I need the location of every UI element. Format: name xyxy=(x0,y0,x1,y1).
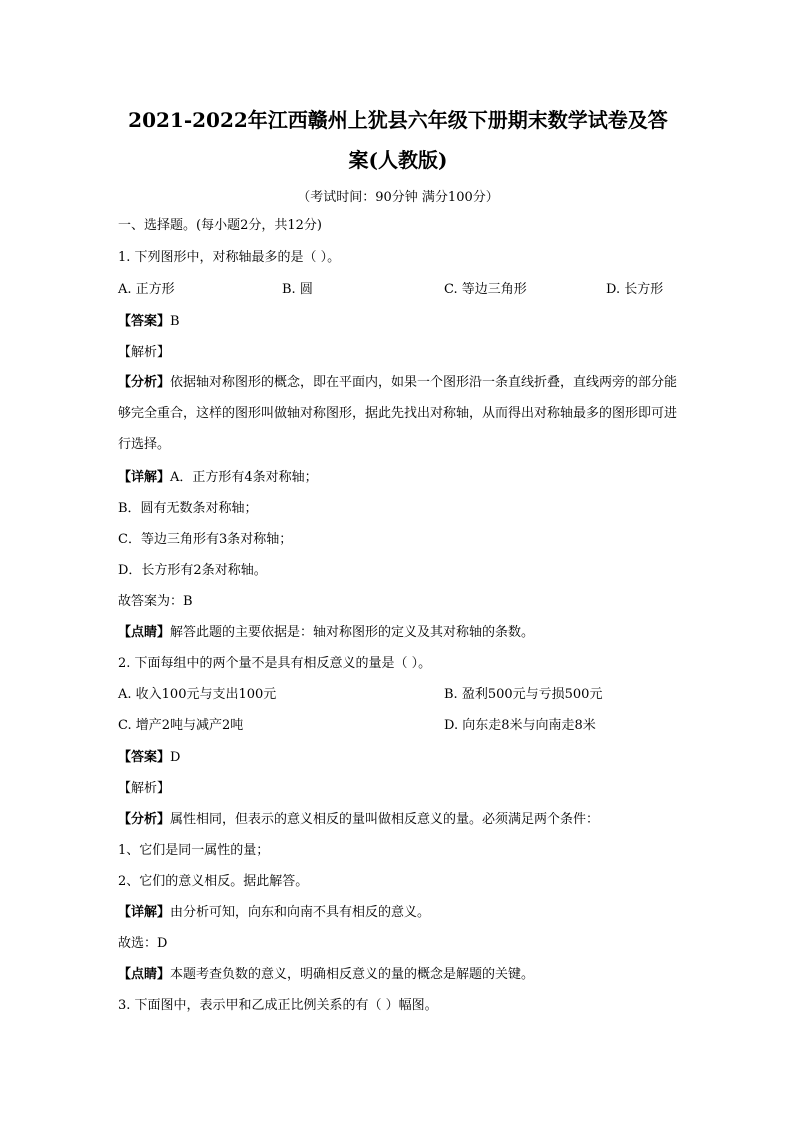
dianjing-text: 解答此题的主要依据是：轴对称图形的定义及其对称轴的条数。 xyxy=(170,625,535,640)
option-a: A. 正方形 xyxy=(118,282,175,297)
option-d: D. 向东走8米与向南走8米 xyxy=(444,718,596,733)
comment-1 xyxy=(118,624,534,642)
fenxi-text: 依据轴对称图形的概念，即在平面内，如果一个图形沿一条直线折叠，直线两旁的部分能够完全重合，这样的图形叫做轴对称图形，据此先找出对称轴，从而得出对称轴最多的图形即可进行选择。 xyxy=(118,375,678,452)
dianjing-tag: 【点睛】 xyxy=(118,625,171,640)
final-answer-1: 故答案为：B xyxy=(118,594,193,609)
answer-value: D xyxy=(170,750,181,765)
detail-2 xyxy=(118,904,430,922)
fenxi-tag: 【分析】 xyxy=(118,812,171,827)
answer-tag: 【答案】 xyxy=(118,750,171,765)
analysis-heading-1: 【解析】 xyxy=(118,345,171,360)
analysis-1 xyxy=(118,367,678,460)
analysis-2 xyxy=(118,811,599,829)
exam-info: （考试时间：90分钟 满分100分） xyxy=(297,190,499,205)
option-c: C. 等边三角形 xyxy=(444,282,527,297)
detail-line: 由分析可知，向东和向南不具有相反的意义。 xyxy=(170,905,431,920)
fenxi-text: 属性相同，但表示的意义相反的量叫做相反意义的量。必须满足两个条件： xyxy=(170,812,600,827)
option-a: A. 收入100元与支出100元 xyxy=(118,687,277,702)
dianjing-tag: 【点睛】 xyxy=(118,967,171,982)
detail-1-a xyxy=(118,469,318,487)
final-answer-2: 故选：D xyxy=(118,936,168,951)
section-heading: 一、选择题。(每小题2分，共12分) xyxy=(118,218,322,233)
option-c: C. 增产2吨与减产2吨 xyxy=(118,718,244,733)
fenxi-tag: 【分析】 xyxy=(118,375,171,390)
detail-1-b: B．圆有无数条对称轴； xyxy=(118,501,258,516)
question-1-stem: 1. 下列图形中，对称轴最多的是（ ）。 xyxy=(118,250,341,265)
option-b: B. 圆 xyxy=(282,282,313,297)
analysis-2-point-2: 2、它们的意义相反。据此解答。 xyxy=(118,874,309,889)
question-2-stem: 2. 下面每组中的两个量不是具有相反意义的量是（ ）。 xyxy=(118,656,432,671)
xiangjie-tag: 【详解】 xyxy=(118,470,171,485)
detail-1-c: C．等边三角形有3条对称轴； xyxy=(118,532,293,547)
xiangjie-tag: 【详解】 xyxy=(118,905,171,920)
comment-2 xyxy=(118,966,534,984)
answer-tag: 【答案】 xyxy=(118,314,171,329)
document-title-line1: 2021-2022年江西赣州上犹县六年级下册期末数学试卷及答 xyxy=(128,108,668,132)
analysis-heading-2: 【解析】 xyxy=(118,781,171,796)
answer-2 xyxy=(118,749,180,767)
answer-value: B xyxy=(170,314,180,329)
document-title-line2: 案(人教版) xyxy=(348,148,448,172)
detail-line: A．正方形有4条对称轴； xyxy=(170,470,318,485)
dianjing-text: 本题考查负数的意义，明确相反意义的量的概念是解题的关键。 xyxy=(170,967,535,982)
question-3-stem: 3. 下面图中，表示甲和乙成正比例关系的有（ ）幅图。 xyxy=(118,998,438,1013)
answer-1 xyxy=(118,313,180,331)
detail-1-d: D．长方形有2条对称轴。 xyxy=(118,563,267,578)
option-b: B. 盈利500元与亏损500元 xyxy=(444,687,603,702)
analysis-2-point-1: 1、它们是同一属性的量； xyxy=(118,843,270,858)
option-d: D. 长方形 xyxy=(606,282,664,297)
